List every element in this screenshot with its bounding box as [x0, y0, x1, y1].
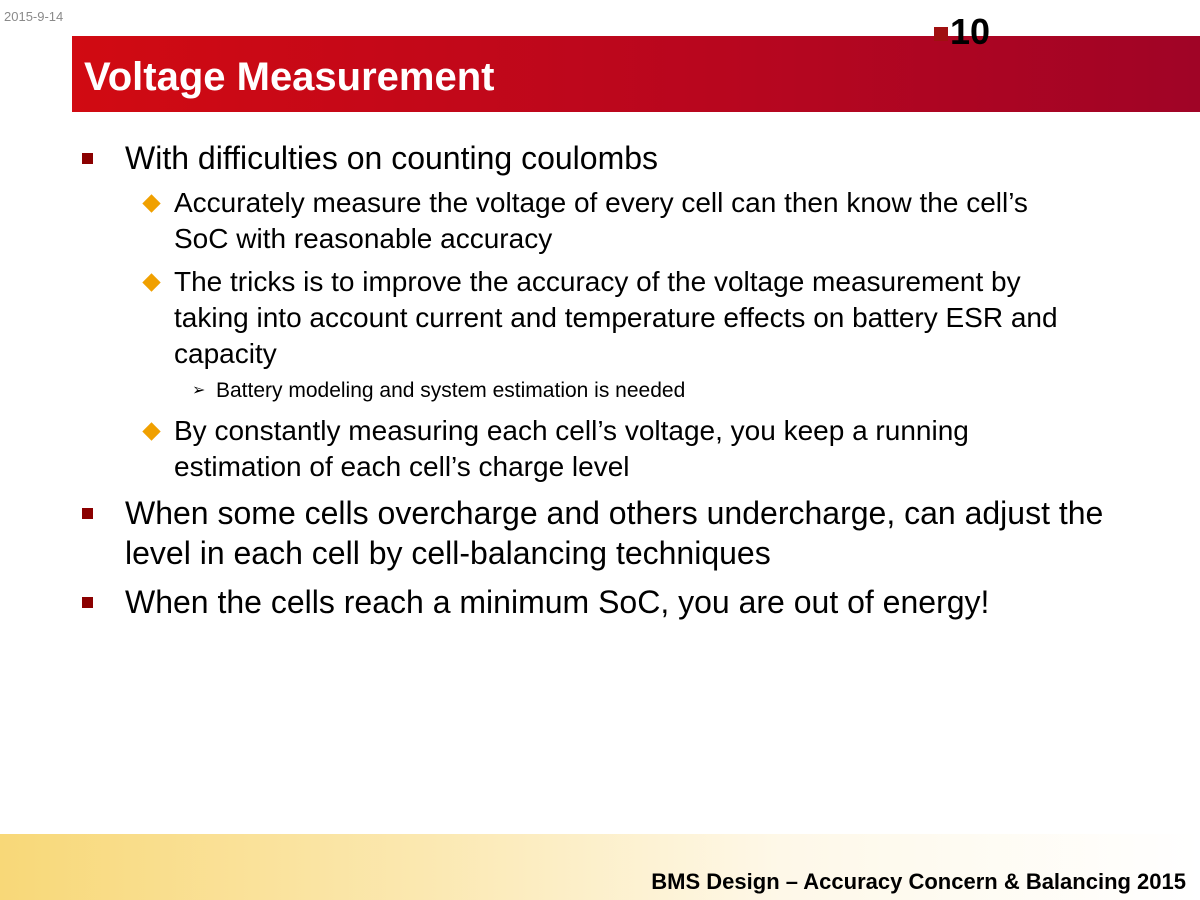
footer-text: BMS Design – Accuracy Concern & Balancing 2015	[651, 869, 1186, 894]
bullet-2-line-2: level in each cell by cell-balancing techniques	[125, 535, 771, 571]
bullet-square-icon	[82, 153, 93, 164]
arrow-bullet-icon: ➢	[192, 380, 206, 399]
page-number-marker-icon	[934, 27, 948, 41]
bullet-1-2-line-1: The tricks is to improve the accuracy of the voltage measurement by	[174, 266, 1021, 297]
bullet-1-1-line-2: SoC with reasonable accuracy	[174, 223, 553, 254]
bullet-diamond-icon	[142, 273, 160, 291]
bullet-square-icon	[82, 508, 93, 519]
slide-title: Voltage Measurement	[84, 55, 495, 99]
bullet-square-icon	[82, 597, 93, 608]
bullet-2-line-1: When some cells overcharge and others undercharge, can adjust the	[125, 495, 1104, 531]
bullet-1-1-line-1: Accurately measure the voltage of every cell can then know the cell’s	[174, 187, 1028, 218]
bullet-diamond-icon	[142, 194, 160, 212]
bullet-3-text: When the cells reach a minimum SoC, you are out of energy!	[125, 584, 990, 620]
bullet-1-3-line-1: By constantly measuring each cell’s voltage, you keep a running	[174, 415, 969, 446]
page-number: 10	[950, 11, 991, 52]
bullet-1-2-1-text: Battery modeling and system estimation is needed	[216, 379, 686, 402]
page-number-block	[934, 12, 990, 52]
bullet-1-2-line-3: capacity	[174, 338, 277, 369]
bullet-diamond-icon	[142, 422, 160, 440]
bullet-1-3-line-2: estimation of each cell’s charge level	[174, 451, 630, 482]
bullet-1-text: With difficulties on counting coulombs	[125, 140, 659, 176]
slide-date: 2015-9-14	[4, 9, 64, 24]
bullet-1-2-line-2: taking into account current and temperature effects on battery ESR and	[174, 302, 1058, 333]
